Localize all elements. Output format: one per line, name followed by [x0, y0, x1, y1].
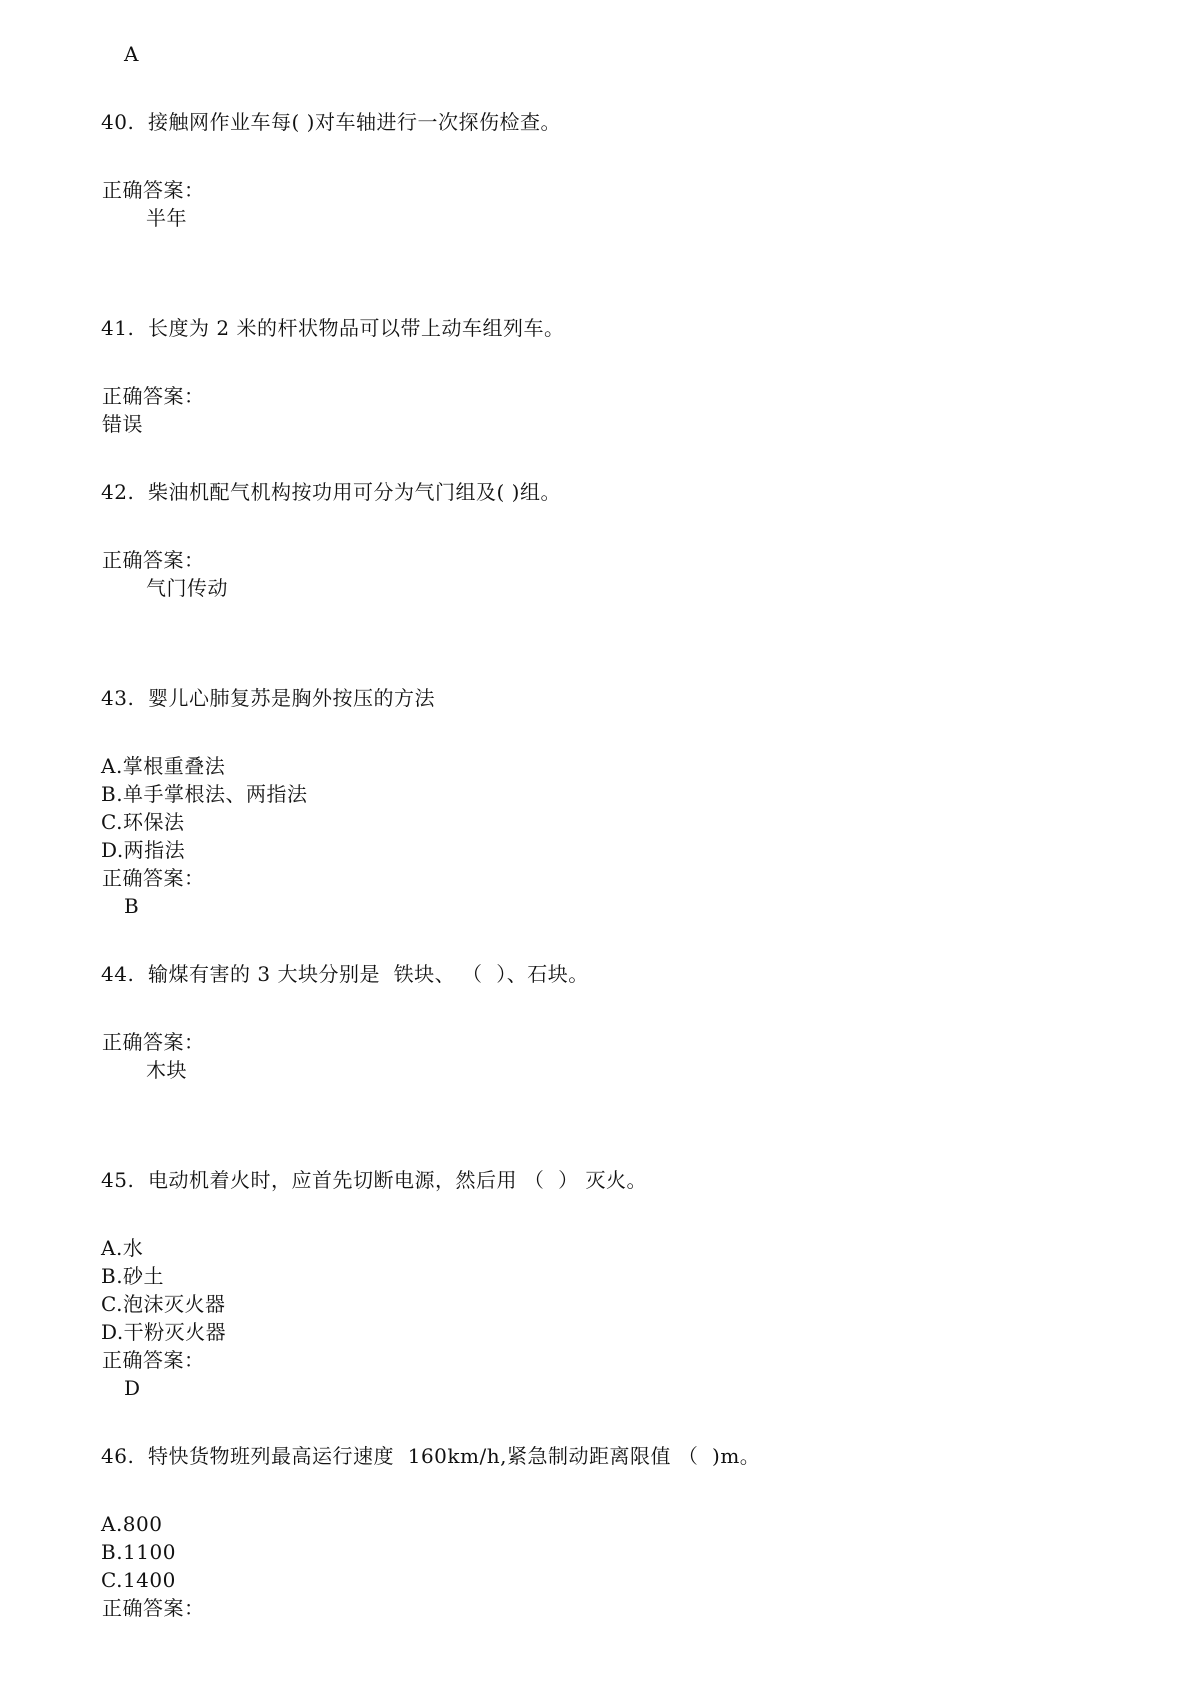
answer-label: 正确答案： [102, 866, 205, 890]
answer-value: 半年 [146, 206, 187, 230]
option-a: A.800 [101, 1512, 163, 1536]
answer-value: 错误 [102, 412, 143, 436]
answer-value: D [124, 1376, 141, 1400]
option-b: B.单手掌根法、两指法 [101, 782, 308, 806]
option-c: C.环保法 [101, 810, 185, 834]
option-c: C.泡沫灭火器 [101, 1292, 226, 1316]
answer-label: 正确答案： [102, 1348, 205, 1372]
question-41: 41. 长度为 2 米的杆状物品可以带上动车组列车。 [101, 316, 565, 340]
question-42: 42. 柴油机配气机构按功用可分为气门组及( )组。 [101, 480, 561, 504]
answer-label: 正确答案： [102, 548, 205, 572]
answer-value: 木块 [146, 1058, 187, 1082]
question-44: 44. 输煤有害的 3 大块分别是 铁块、 （ ）、石块。 [101, 962, 589, 986]
option-a: A.水 [101, 1236, 144, 1260]
answer-label: 正确答案： [102, 178, 205, 202]
answer-value: 气门传动 [146, 576, 228, 600]
option-b: B.1100 [101, 1540, 176, 1564]
option-d: D.干粉灭火器 [101, 1320, 227, 1344]
answer-value: A [124, 42, 139, 66]
option-b: B.砂土 [101, 1264, 165, 1288]
question-45: 45. 电动机着火时，应首先切断电源，然后用 （ ） 灭火。 [101, 1168, 647, 1192]
question-46: 46. 特快货物班列最高运行速度 160km/h,紧急制动距离限值 （ )m。 [101, 1444, 761, 1468]
answer-label: 正确答案： [102, 1030, 205, 1054]
option-a: A.掌根重叠法 [101, 754, 226, 778]
question-43: 43. 婴儿心肺复苏是胸外按压的方法 [101, 686, 436, 710]
question-40: 40. 接触网作业车每( )对车轴进行一次探伤检查。 [101, 110, 561, 134]
answer-value: B [124, 894, 140, 918]
option-d: D.两指法 [101, 838, 186, 862]
option-c: C.1400 [101, 1568, 176, 1592]
answer-label: 正确答案： [102, 384, 205, 408]
answer-label: 正确答案： [102, 1596, 205, 1620]
